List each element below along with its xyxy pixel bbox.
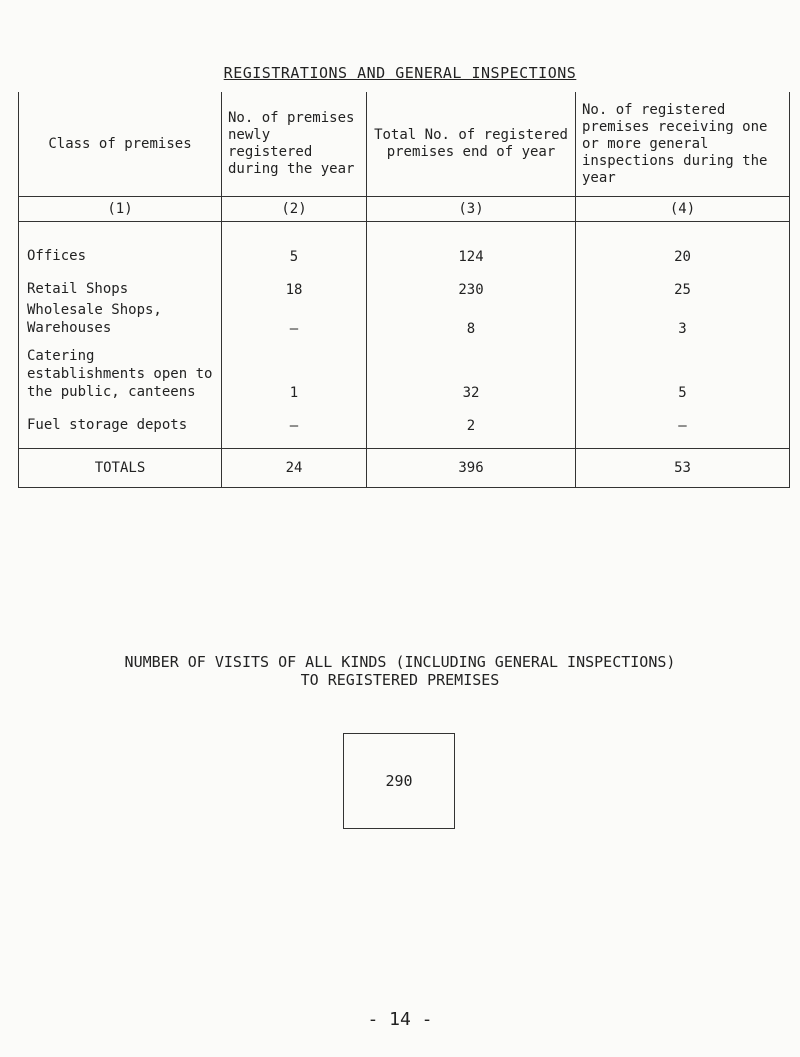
visits-heading-line2: TO REGISTERED PREMISES (300, 671, 500, 689)
column-number: (3) (367, 197, 576, 222)
row-newly-registered: 5 (222, 234, 367, 267)
row-inspected: 25 (576, 267, 790, 300)
header-newly-registered: No. of premises newly registered during the year (222, 92, 367, 197)
row-newly-registered: 18 (222, 267, 367, 300)
row-inspected: – (576, 403, 790, 436)
row-class-name: Wholesale Shops, Warehouses (19, 300, 222, 339)
totals-total-registered: 396 (367, 449, 576, 488)
row-class-name: Retail Shops (19, 267, 222, 300)
page-title-text: REGISTRATIONS AND GENERAL INSPECTIONS (223, 64, 577, 82)
table-row (19, 403, 790, 436)
header-total-registered: Total No. of registered premises end of year (367, 92, 576, 197)
table-row (19, 339, 790, 403)
row-total-registered: 124 (367, 234, 576, 267)
registrations-table (18, 92, 790, 488)
visits-heading (0, 653, 800, 689)
row-class-name: Offices (19, 234, 222, 267)
row-newly-registered: – (222, 300, 367, 339)
table-row (19, 300, 790, 339)
totals-newly-registered: 24 (222, 449, 367, 488)
table-row (19, 267, 790, 300)
row-total-registered: 2 (367, 403, 576, 436)
row-newly-registered: – (222, 403, 367, 436)
row-class-name: Catering establishments open to the public, canteens (19, 339, 222, 403)
totals-inspected: 53 (576, 449, 790, 488)
header-class-of-premises: Class of premises (19, 92, 222, 197)
page-title (0, 64, 800, 82)
visits-total-box (343, 733, 455, 829)
table-row (19, 234, 790, 267)
column-number: (2) (222, 197, 367, 222)
column-number: (4) (576, 197, 790, 222)
row-inspected: 20 (576, 234, 790, 267)
visits-heading-line1: NUMBER OF VISITS OF ALL KINDS (INCLUDING GENERAL INSPECTIONS) (124, 653, 676, 671)
row-total-registered: 230 (367, 267, 576, 300)
header-general-inspections: No. of registered premises receiving one or more general inspections during the year (576, 92, 790, 197)
column-number: (1) (19, 197, 222, 222)
page-number: - 14 - (367, 1009, 433, 1030)
row-inspected: 5 (576, 339, 790, 403)
row-total-registered: 8 (367, 300, 576, 339)
column-number-row (19, 197, 790, 222)
row-class-name: Fuel storage depots (19, 403, 222, 436)
row-newly-registered: 1 (222, 339, 367, 403)
totals-label: TOTALS (19, 449, 222, 488)
row-inspected: 3 (576, 300, 790, 339)
visits-total-value: 290 (385, 772, 413, 790)
totals-row (19, 449, 790, 488)
table-header-row (19, 92, 790, 197)
row-total-registered: 32 (367, 339, 576, 403)
